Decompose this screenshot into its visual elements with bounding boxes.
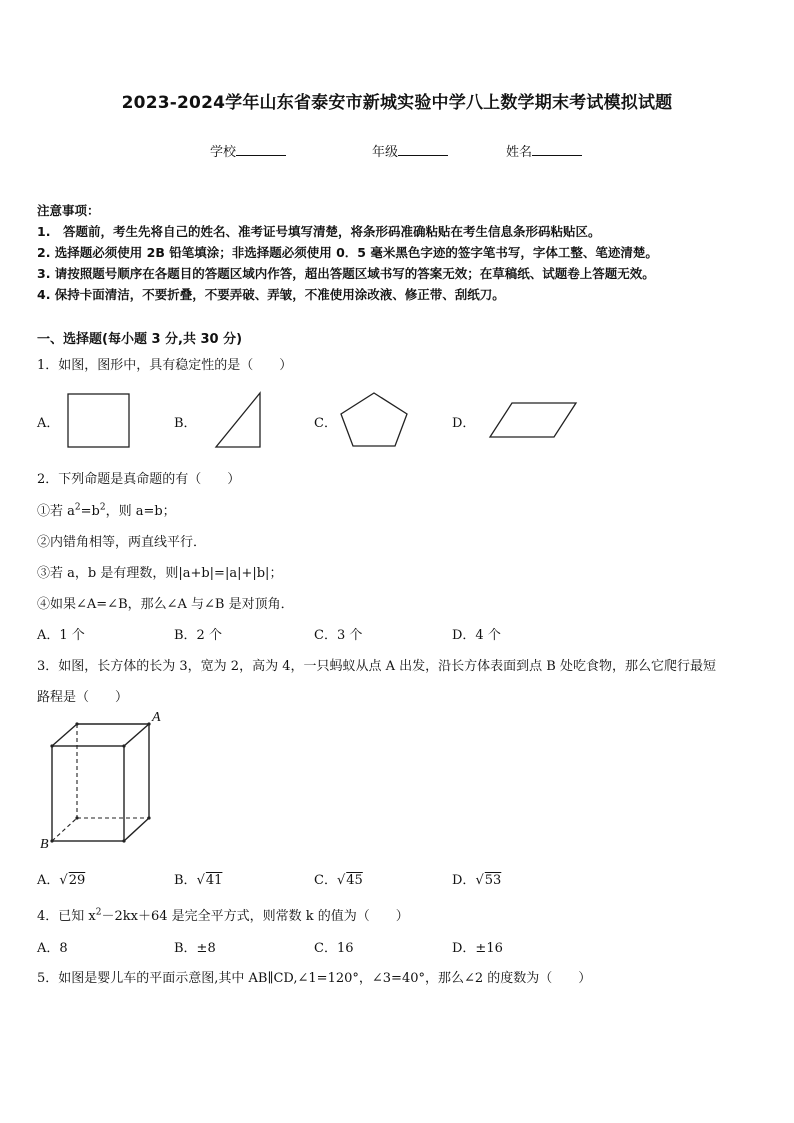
q4-stem: 4．已知 $x^2-2kx+64$ 是完全平方式，则常数 k 的值为（ ） bbox=[37, 907, 409, 924]
q1-option-d: D． bbox=[452, 416, 476, 431]
sqrt-53: √53 bbox=[475, 873, 502, 888]
q3-option-b: B．√41 bbox=[174, 873, 223, 888]
q4-option-c: C．16 bbox=[314, 941, 354, 956]
q1-option-a: A． bbox=[37, 416, 60, 431]
q2-option-c: C．3 个 bbox=[314, 628, 363, 643]
q2-statement-4: ④如果∠A=∠B，那么∠A 与∠B 是对顶角． bbox=[37, 597, 294, 612]
q4-option-d: D．±16 bbox=[452, 941, 503, 956]
sqrt-45: √45 bbox=[336, 873, 363, 888]
q5-stem: 5．如图是婴儿车的平面示意图,其中 AB∥CD,∠1=120°，∠3=40°，那么∠2 的度数为（ ） bbox=[37, 971, 592, 986]
q3-option-d: D．√53 bbox=[452, 873, 502, 888]
school-label: 学校 bbox=[210, 145, 237, 160]
q2-statement-1: ①若 $a^2=b^2$，则 a=b； bbox=[37, 502, 176, 519]
notice-item-2: 2. 选择题必须使用 2B 铅笔填涂；非选择题必须使用 0．5 毫米黑色字迹的签字笔书写，字体工整、笔迹清楚。 bbox=[37, 245, 658, 260]
q2-option-d: D．4 个 bbox=[452, 628, 501, 643]
notice-item-3: 3. 请按照题号顺序在各题目的答题区域内作答，超出答题区域书写的答案无效；在草稿纸、试题卷上答题无效。 bbox=[37, 266, 655, 281]
name-label: 姓名 bbox=[506, 145, 533, 160]
q2-stem: 2．下列命题是真命题的有（ ） bbox=[37, 472, 241, 487]
q4-option-a: A．8 bbox=[37, 941, 68, 956]
point-a-label: A bbox=[152, 710, 161, 725]
q3-option-c: C．√45 bbox=[314, 873, 363, 888]
q3-option-a: A．√29 bbox=[37, 873, 86, 888]
point-b-label: B bbox=[40, 837, 49, 852]
page-title: 2023-2024学年山东省泰安市新城实验中学八上数学期末考试模拟试题 bbox=[121, 93, 673, 113]
sqrt-41: √41 bbox=[196, 873, 223, 888]
notice-item-4: 4. 保持卡面清洁，不要折叠，不要弄破、弄皱，不准使用涂改液、修正带、刮纸刀。 bbox=[37, 287, 505, 302]
notice-heading: 注意事项： bbox=[37, 203, 100, 218]
q2-option-b: B．2 个 bbox=[174, 628, 222, 643]
section-heading: 一、选择题(每小题 3 分,共 30 分) bbox=[37, 332, 243, 347]
q1-stem: 1．如图，图形中，具有稳定性的是（ ） bbox=[37, 358, 293, 373]
grade-label: 年级 bbox=[372, 145, 399, 160]
notice-item-1: 1. 答题前，考生先将自己的姓名、准考证号填写清楚，将条形码准确粘贴在考生信息条形码粘贴区。 bbox=[37, 224, 601, 239]
q3-stem-line2: 路程是（ ） bbox=[37, 690, 129, 705]
q2-statement-2: ②内错角相等，两直线平行． bbox=[37, 535, 207, 550]
q4-option-b: B．±8 bbox=[174, 941, 216, 956]
q3-stem-line1: 3．如图，长方体的长为 3，宽为 2，高为 4，一只蚂蚁从点 A 出发，沿长方体表面到点 B 处吃食物，那么它爬行最短 bbox=[37, 659, 716, 674]
q1-option-c: C． bbox=[314, 416, 337, 431]
q1-option-b: B． bbox=[174, 416, 197, 431]
sqrt-29: √29 bbox=[59, 873, 86, 888]
q2-statement-3: ③若 a，b 是有理数，则|a+b|=|a|+|b|； bbox=[37, 566, 283, 581]
q2-option-a: A．1 个 bbox=[37, 628, 85, 643]
